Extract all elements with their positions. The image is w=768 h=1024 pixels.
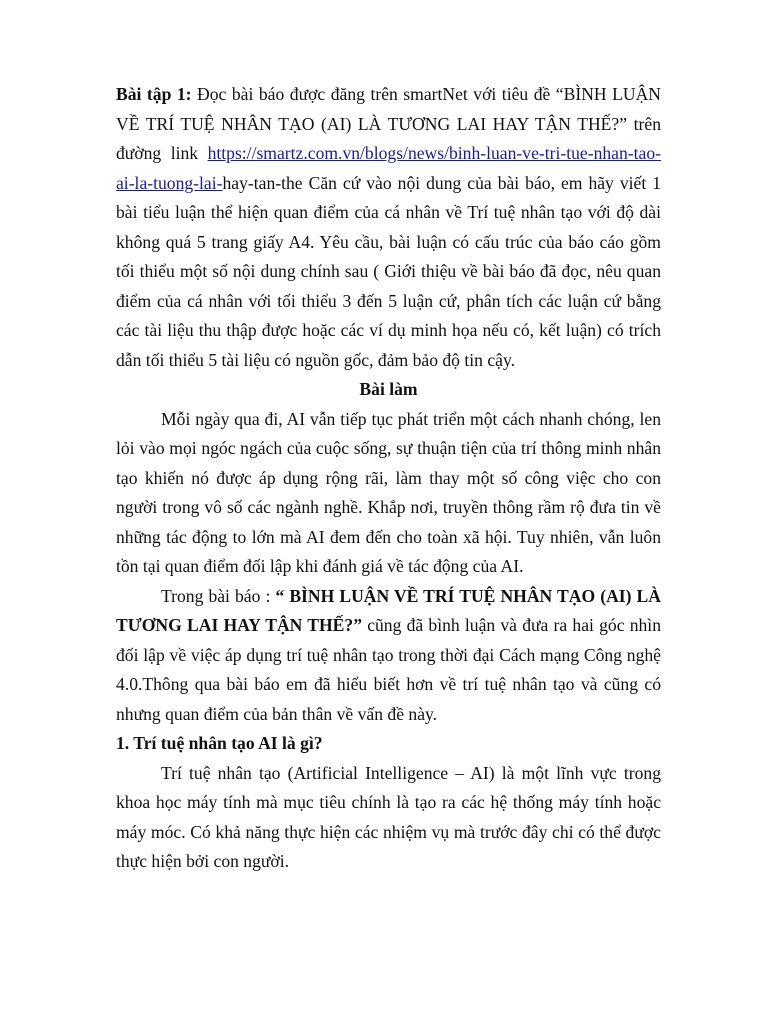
section-heading: 1. Trí tuệ nhân tạo AI là gì? bbox=[116, 733, 323, 753]
article-paragraph bbox=[116, 582, 661, 730]
exercise-requirements: hay-tan-the Căn cứ vào nội dung của bài báo, em hãy viết 1 bài tiểu luận thể hiện quan điểm của cá nhân về Trí tuệ nhân tạo với độ dài không quá 5 trang giấy A4. Yêu cầu, bài luận có cấu trúc của báo cáo gồm tối thiểu một số nội dung chính sau ( Giới thiệu về bài báo đã đọc, nêu quan điểm của cá nhân với tối thiểu 3 đến 5 luận cứ, phân tích các luận cứ bằng các tài liệu thu thập được hoặc các ví dụ minh họa nếu có, kết luận) có trích dẫn tối thiểu 5 tài liệu có nguồn gốc, đảm bảo độ tin cậy. bbox=[116, 172, 661, 370]
intro-paragraph: Mỗi ngày qua đi, AI vẫn tiếp tục phát triển một cách nhanh chóng, len lỏi vào mọi ngóc ngách của cuộc sống, sự thuận tiện của trí thông minh nhân tạo khiến nó được áp dụng rộng rãi, làm thay một số công việc cho con người trong vô số các ngành nghề. Khắp nơi, truyền thông rầm rộ đưa tin về những tác động to lớn mà AI đem đến cho toàn xã hội. Tuy nhiên, vẫn luôn tồn tại quan điểm đối lập khi đánh giá về tác động của AI. bbox=[116, 408, 661, 576]
document-content bbox=[116, 80, 661, 877]
article-paragraph-prefix: Trong bài báo : bbox=[161, 585, 276, 606]
answer-title: Bài làm bbox=[359, 379, 418, 399]
article-link[interactable]: https://smartz.com.vn/blogs/news/binh-luan-ve-tri-tue-nhan-tao-ai-la-tuong-lai- bbox=[116, 143, 661, 193]
exercise-paragraph bbox=[116, 80, 661, 375]
exercise-label: Bài tập 1: bbox=[116, 84, 192, 104]
article-title: “ BÌNH LUẬN VỀ TRÍ TUỆ NHÂN TẠO (AI) LÀ TƯƠNG LAI HAY TẬN THẾ?” bbox=[116, 585, 661, 635]
exercise-intro: Đọc bài báo được đăng trên smartNet với tiêu đề “BÌNH LUẬN VỀ TRÍ TUỆ NHÂN TẠO (AI) LÀ TƯƠNG LAI HAY TẬN THẾ?” trên đường link bbox=[116, 84, 661, 163]
article-paragraph-rest: cũng đã bình luận và đưa ra hai góc nhìn đối lập về việc áp dụng trí tuệ nhân tạo trong thời đại Cách mạng Công nghệ 4.0.Thông qua bài báo em đã hiểu biết hơn về trí tuệ nhân tạo và cũng có nhưng quan điểm của bản thân về vấn đề này. bbox=[116, 615, 661, 724]
section-paragraph: Trí tuệ nhân tạo (Artificial Intelligence – AI) là một lĩnh vực trong khoa học máy tính mà mục tiêu chính là tạo ra các hệ thống máy tính hoặc máy móc. Có khả năng thực hiện các nhiệm vụ mà trước đây chỉ có thể được thực hiện bởi con người. bbox=[116, 762, 661, 871]
